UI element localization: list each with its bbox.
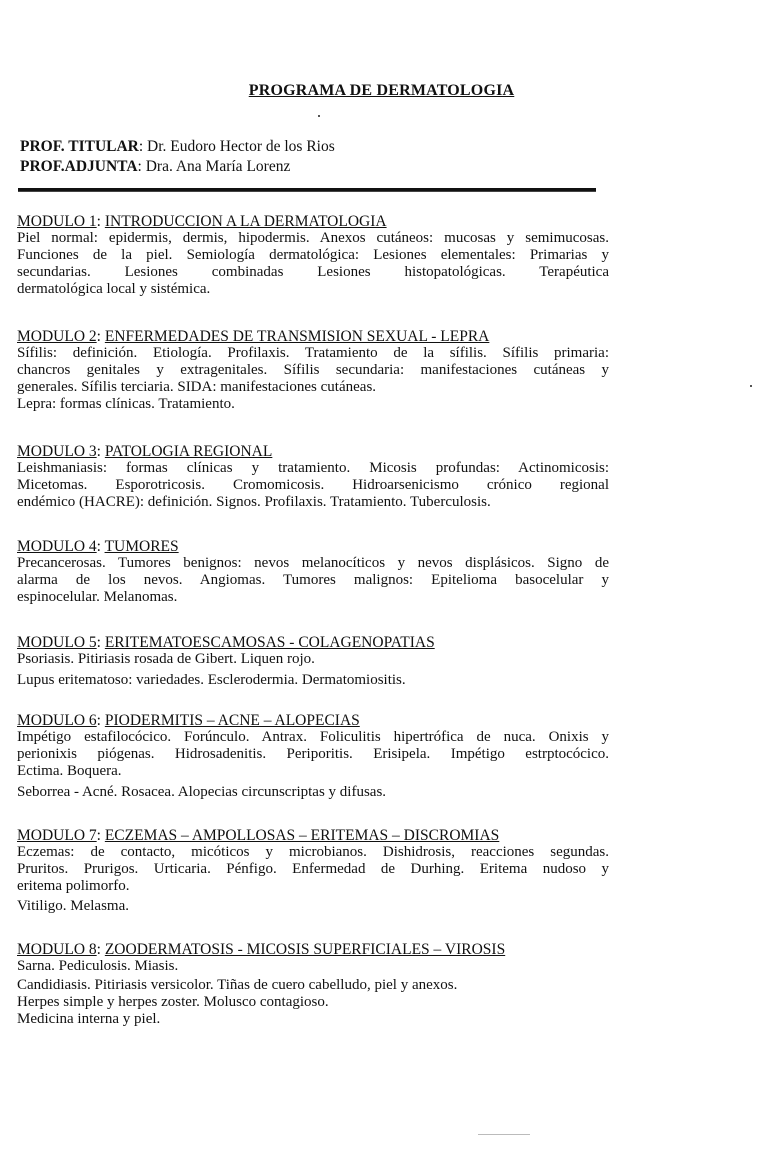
module-line: Impétigo estafilocócico. Forúnculo. Antrax. Foliculitis hipertrófica de nuca. Onixis y xyxy=(17,729,609,745)
module-number: MODULO 1 xyxy=(17,213,97,230)
module-number: MODULO 5 xyxy=(17,634,97,651)
page-title: PROGRAMA DE DERMATOLOGIA xyxy=(248,82,515,99)
module-6 xyxy=(17,712,609,801)
module-heading: MODULO 4: TUMORES xyxy=(17,538,179,555)
module-title: ECZEMAS – AMPOLLOSAS – ERITEMAS – DISCROMIAS xyxy=(104,827,500,844)
module-line: alarma de los nevos. Angiomas. Tumores malignos: Epitelioma basocelular y xyxy=(17,572,609,588)
module-line: Micetomas. Esporotricosis. Cromomicosis. Hidroarsenicismo crónico regional xyxy=(17,477,609,493)
module-number: MODULO 4 xyxy=(17,538,97,555)
module-line: Seborrea - Acné. Rosacea. Alopecias circunscriptas y difusas. xyxy=(17,784,387,800)
module-line: chancros genitales y extragenitales. Sífilis secundaria: manifestaciones cutáneas y xyxy=(17,362,609,378)
module-heading: MODULO 7: ECZEMAS – AMPOLLOSAS – ERITEMAS – DISCROMIAS xyxy=(17,827,500,844)
module-line: Herpes simple y herpes zoster. Molusco contagioso. xyxy=(17,994,329,1010)
module-line: Lepra: formas clínicas. Tratamiento. xyxy=(17,396,235,412)
module-line: Sífilis: definición. Etiología. Profilaxis. Tratamiento de la sífilis. Sífilis primaria: xyxy=(17,345,609,361)
module-line: endémico (HACRE): definición. Signos. Profilaxis. Tratamiento. Tuberculosis. xyxy=(17,494,491,510)
module-4 xyxy=(17,538,609,606)
module-line: generales. Sífilis terciaria. SIDA: manifestaciones cutáneas. xyxy=(17,379,377,395)
module-line: Precancerosas. Tumores benignos: nevos melanocíticos y nevos displásicos. Signo de xyxy=(17,555,609,571)
module-line: Ectima. Boquera. xyxy=(17,763,122,779)
module-7 xyxy=(17,827,609,915)
module-heading: MODULO 2: ENFERMEDADES DE TRANSMISION SEXUAL - LEPRA xyxy=(17,328,490,345)
prof-titular-value: : Dr. Eudoro Hector de los Rios xyxy=(138,138,335,155)
module-line: Leishmaniasis: formas clínicas y tratamiento. Micosis profundas: Actinomicosis: xyxy=(17,460,609,476)
module-title: ERITEMATOESCAMOSAS - COLAGENOPATIAS xyxy=(104,634,435,651)
module-heading: MODULO 1: INTRODUCCION A LA DERMATOLOGIA xyxy=(17,213,387,230)
horizontal-divider xyxy=(18,188,596,192)
module-5 xyxy=(17,634,609,689)
module-1 xyxy=(17,213,609,298)
module-title: TUMORES xyxy=(104,538,179,555)
module-8 xyxy=(17,941,609,1028)
prof-adjunta-value: : Dra. Ana María Lorenz xyxy=(137,158,291,175)
module-number: MODULO 2 xyxy=(17,328,97,345)
prof-adjunta-label: PROF.ADJUNTA xyxy=(20,158,138,175)
module-line: Funciones de la piel. Semiología dermatológica: Lesiones elementales: Primarias y xyxy=(17,247,609,263)
prof-titular xyxy=(20,137,335,156)
module-line: Piel normal: epidermis, dermis, hipodermis. Anexos cutáneos: mucosas y semimucosas. xyxy=(17,230,609,246)
module-number: MODULO 8 xyxy=(17,941,97,958)
module-heading: MODULO 3: PATOLOGIA REGIONAL xyxy=(17,443,273,460)
module-title: ZOODERMATOSIS - MICOSIS SUPERFICIALES – VIROSIS xyxy=(104,941,506,958)
module-title: INTRODUCCION A LA DERMATOLOGIA xyxy=(104,213,387,230)
module-title: ENFERMEDADES DE TRANSMISION SEXUAL - LEPRA xyxy=(104,328,490,345)
module-line: Candidiasis. Pitiriasis versicolor. Tiñas de cuero cabelludo, piel y anexos. xyxy=(17,977,458,993)
module-line: Psoriasis. Pitiriasis rosada de Gibert. Liquen rojo. xyxy=(17,651,315,667)
scan-speck xyxy=(318,115,320,117)
module-number: MODULO 3 xyxy=(17,443,97,460)
module-line: Pruritos. Prurigos. Urticaria. Pénfigo. Enfermedad de Durhing. Eritema nudoso y xyxy=(17,861,609,877)
module-line: Eczemas: de contacto, micóticos y microbianos. Dishidrosis, reacciones segundas. xyxy=(17,844,609,860)
module-line: perionixis piógenas. Hidrosadenitis. Periporitis. Erisipela. Impétigo estrptocócico. xyxy=(17,746,609,762)
module-number: MODULO 7 xyxy=(17,827,97,844)
module-number: MODULO 6 xyxy=(17,712,97,729)
module-line: Sarna. Pediculosis. Miasis. xyxy=(17,958,179,974)
module-line: Lupus eritematoso: variedades. Esclerodermia. Dermatomiositis. xyxy=(17,672,406,688)
module-heading: MODULO 6: PIODERMITIS – ACNE – ALOPECIAS xyxy=(17,712,360,729)
module-heading: MODULO 8: ZOODERMATOSIS - MICOSIS SUPERFICIALES – VIROSIS xyxy=(17,941,506,958)
prof-titular-label: PROF. TITULAR xyxy=(20,138,139,155)
module-line: Medicina interna y piel. xyxy=(17,1011,161,1027)
scan-speck xyxy=(478,1134,530,1135)
module-line: dermatológica local y sistémica. xyxy=(17,281,211,297)
module-line: Vitiligo. Melasma. xyxy=(17,898,130,914)
module-title: PATOLOGIA REGIONAL xyxy=(104,443,273,460)
prof-adjunta xyxy=(20,157,290,176)
module-heading: MODULO 5: ERITEMATOESCAMOSAS - COLAGENOPATIAS xyxy=(17,634,435,651)
module-3 xyxy=(17,443,609,511)
module-line: eritema polimorfo. xyxy=(17,878,130,894)
module-title: PIODERMITIS – ACNE – ALOPECIAS xyxy=(104,712,360,729)
scan-speck xyxy=(750,385,752,387)
module-line: secundarias. Lesiones combinadas Lesiones histopatológicas. Terapéutica xyxy=(17,264,609,280)
module-line: espinocelular. Melanomas. xyxy=(17,589,178,605)
module-2 xyxy=(17,328,609,413)
